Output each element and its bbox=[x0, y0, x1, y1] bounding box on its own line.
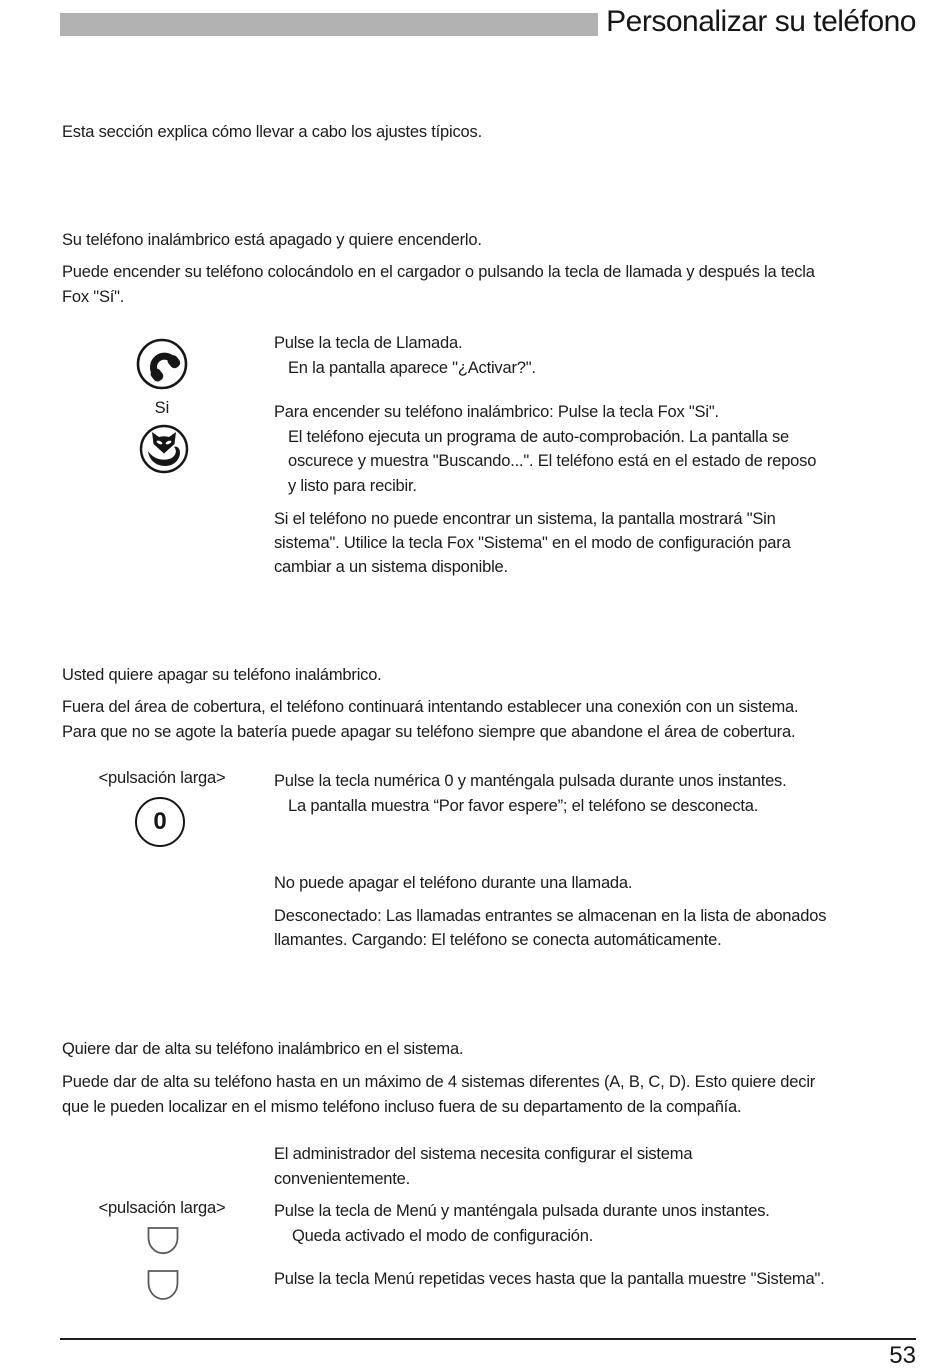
page-number: 53 bbox=[889, 1342, 916, 1369]
menu-step1-line2: Queda activado el modo de configuración. bbox=[292, 1227, 594, 1245]
fox-step-line1: Para encender su teléfono inalámbrico: Pulse la tecla Fox "Si". bbox=[274, 403, 719, 421]
header-bar bbox=[60, 13, 598, 36]
power-on-note-line3: cambiar a un sistema disponible. bbox=[274, 558, 508, 576]
page-title: Personalizar su teléfono bbox=[606, 5, 916, 38]
admin-note-line1: El administrador del sistema necesita configurar el sistema bbox=[274, 1145, 693, 1163]
power-on-desc-line1: Puede encender su teléfono colocándolo en el cargador o pulsando la tecla de llamada y después la tecla bbox=[62, 263, 815, 281]
call-step-line2: En la pantalla aparece "¿Activar?". bbox=[288, 359, 536, 377]
digit-0-key-icon: 0 bbox=[135, 797, 185, 847]
footer-rule bbox=[60, 1338, 916, 1340]
long-press-label: <pulsación larga> bbox=[98, 769, 226, 787]
long-press-label: <pulsación larga> bbox=[98, 1199, 226, 1217]
power-off-note1: No puede apagar el teléfono durante una llamada. bbox=[274, 874, 633, 892]
power-on-situation: Su teléfono inalámbrico está apagado y quiere encenderlo. bbox=[62, 231, 482, 249]
power-off-desc-line2: Para que no se agote la batería puede apagar su teléfono siempre que abandone el área de cobertura. bbox=[62, 723, 796, 741]
menu-key-icon bbox=[147, 1227, 179, 1260]
admin-note-line2: convenientemente. bbox=[274, 1170, 411, 1188]
power-off-note2-line2: llamantes. Cargando: El teléfono se conecta automáticamente. bbox=[274, 931, 722, 949]
power-off-note2-line1: Desconectado: Las llamadas entrantes se almacenan en la lista de abonados bbox=[274, 907, 827, 925]
intro-text: Esta sección explica cómo llevar a cabo los ajustes típicos. bbox=[62, 123, 482, 141]
power-on-desc-line2: Fox "Sí". bbox=[62, 288, 125, 306]
power-on-note-line2: sistema". Utilice la tecla Fox "Sistema" en el modo de configuración para bbox=[274, 534, 791, 552]
menu-step2-line1: Pulse la tecla Menú repetidas veces hasta que la pantalla muestre "Sistema". bbox=[274, 1270, 825, 1288]
register-desc-line2: que le pueden localizar en el mismo teléfono incluso fuera de su departamento de la compañía. bbox=[62, 1098, 742, 1116]
menu-key-icon bbox=[147, 1270, 179, 1306]
call-key-icon bbox=[136, 338, 188, 395]
zero-step-line1: Pulse la tecla numérica 0 y manténgala pulsada durante unos instantes. bbox=[274, 772, 787, 790]
call-step-line1: Pulse la tecla de Llamada. bbox=[274, 334, 463, 352]
zero-step-line2: La pantalla muestra “Por favor espere”; el teléfono se desconecta. bbox=[288, 797, 759, 815]
power-off-desc-line1: Fuera del área de cobertura, el teléfono continuará intentando establecer una conexión con un sistema. bbox=[62, 698, 799, 716]
power-on-note-line1: Si el teléfono no puede encontrar un sistema, la pantalla mostrará "Sin bbox=[274, 510, 776, 528]
fox-key-icon bbox=[139, 424, 189, 479]
fox-step-line3: oscurece y muestra "Buscando...". El teléfono está en el estado de reposo bbox=[288, 452, 817, 470]
fox-key-label: Si bbox=[154, 399, 170, 417]
fox-step-line2: El teléfono ejecuta un programa de auto-comprobación. La pantalla se bbox=[288, 428, 789, 446]
power-off-situation: Usted quiere apagar su teléfono inalámbrico. bbox=[62, 666, 382, 684]
fox-step-line4: y listo para recibir. bbox=[288, 477, 417, 495]
menu-step1-line1: Pulse la tecla de Menú y manténgala pulsada durante unos instantes. bbox=[274, 1202, 770, 1220]
register-desc-line1: Puede dar de alta su teléfono hasta en un máximo de 4 sistemas diferentes (A, B, C, D). Esto quiere decir bbox=[62, 1073, 816, 1091]
register-situation: Quiere dar de alta su teléfono inalámbrico en el sistema. bbox=[62, 1040, 464, 1058]
